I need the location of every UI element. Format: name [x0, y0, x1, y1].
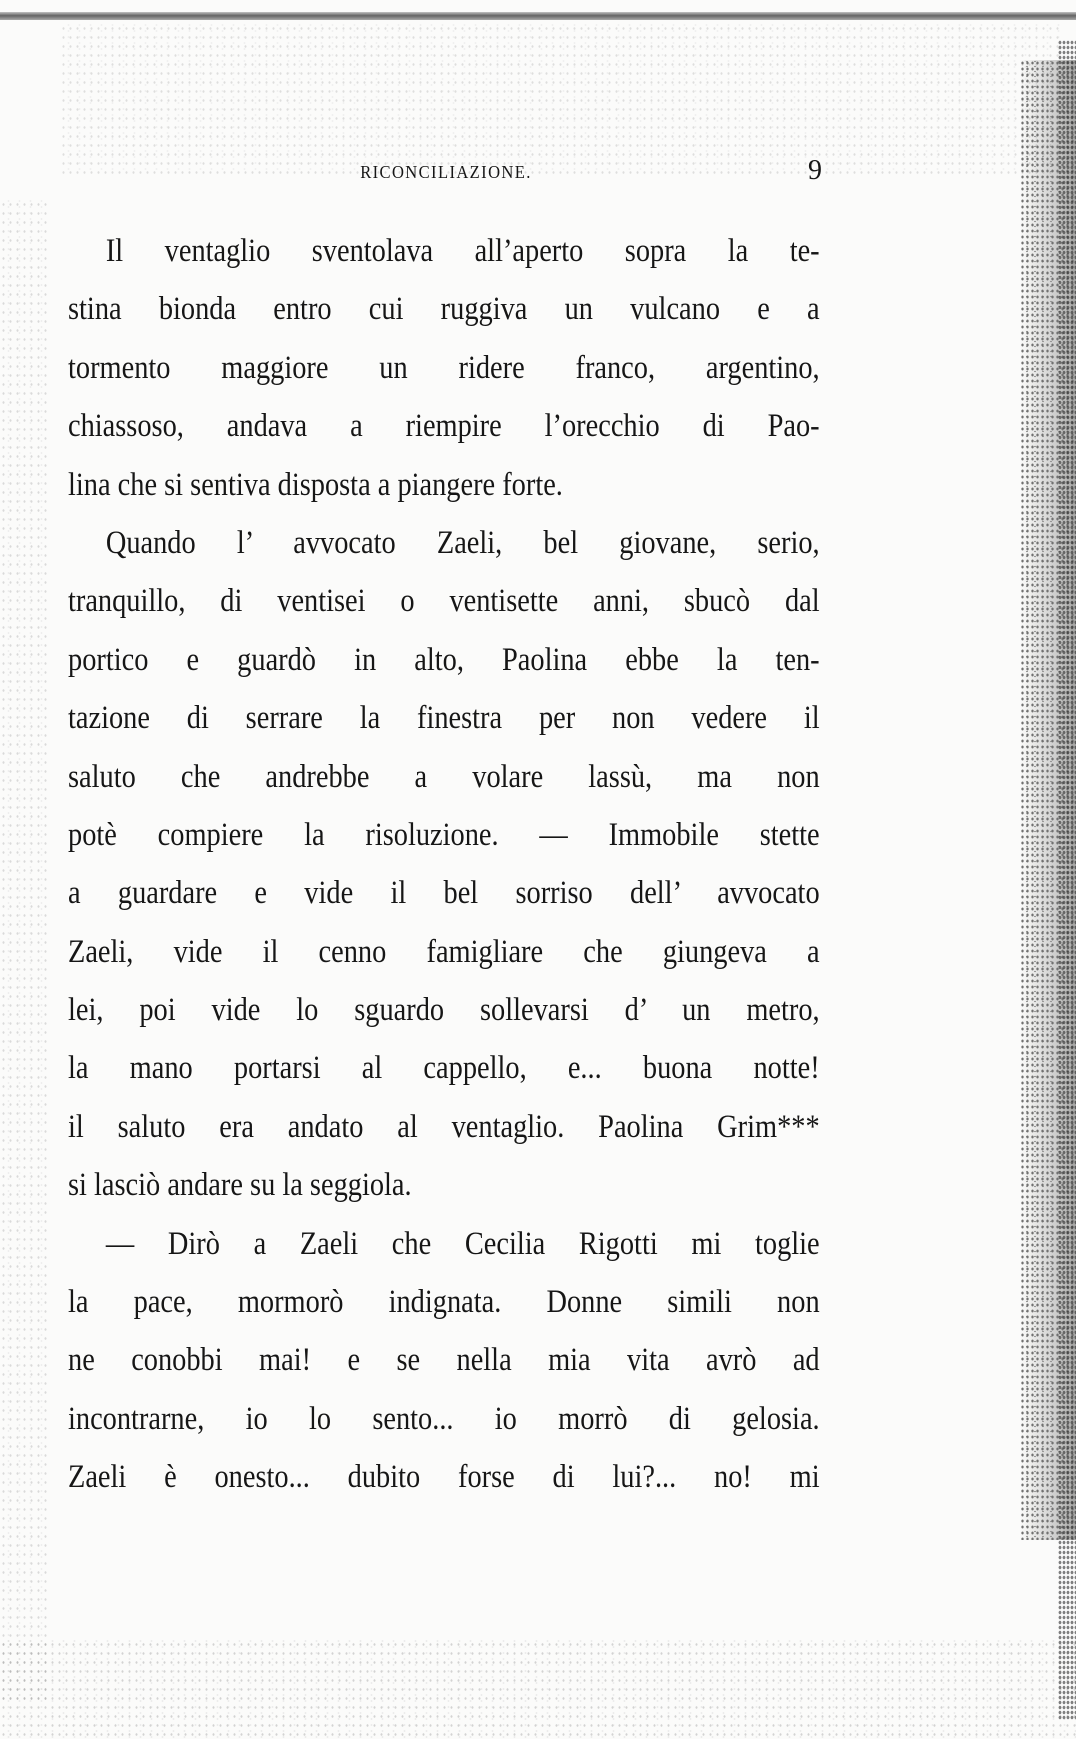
- paper-texture-bottom: [0, 1640, 1076, 1739]
- top-edge-shadow: [0, 12, 1076, 20]
- paper-texture-top: [60, 24, 1060, 174]
- text-line: potè compiere la risoluzione. — Immobile stette: [68, 816, 820, 853]
- text-line: — Dirò a Zaeli che Cecilia Rigotti mi toglie: [105, 1225, 820, 1262]
- text-line: si lasciò andare su la seggiola.: [68, 1167, 412, 1204]
- text-line: tranquillo, di ventisei o ventisette anni, sbucò dal: [68, 583, 820, 620]
- text-line: Quando l’ avvocato Zaeli, bel giovane, serio,: [105, 524, 820, 561]
- text-line: a guardare e vide il bel sorriso dell’ avvocato: [68, 875, 820, 912]
- paper-texture-left: [0, 200, 50, 1700]
- text-line: chiassoso, andava a riempire l’orecchio di Pao-: [68, 408, 820, 445]
- text-line: incontrarne, io lo sento... io morrò di gelosia.: [68, 1400, 820, 1437]
- page-edge-shadow: [1058, 40, 1076, 1720]
- text-line: ne conobbi mai! e se nella mia vita avrò ad: [68, 1342, 820, 1379]
- page-header: [70, 155, 822, 189]
- body-text: [68, 222, 820, 1507]
- text-line: lina che si sentiva disposta a piangere forte.: [68, 466, 563, 503]
- text-line: Zaeli, vide il cenno famigliare che giungeva a: [68, 933, 820, 970]
- text-line: stina bionda entro cui ruggiva un vulcano e a: [68, 291, 820, 328]
- paper-texture-right: [1020, 60, 1076, 1540]
- text-line: la pace, mormorò indignata. Donne simili non: [68, 1284, 820, 1321]
- text-line: Zaeli è onesto... dubito forse di lui?... no! mi: [68, 1459, 820, 1496]
- running-head: RICONCILIAZIONE.: [360, 162, 532, 182]
- text-line: tormento maggiore un ridere franco, argentino,: [68, 349, 820, 386]
- text-line: la mano portarsi al cappello, e... buona notte!: [68, 1050, 820, 1087]
- text-line: portico e guardò in alto, Paolina ebbe la ten-: [68, 641, 820, 678]
- text-line: il saluto era andato al ventaglio. Paolina Grim***: [68, 1108, 820, 1145]
- text-line: saluto che andrebbe a volare lassù, ma non: [68, 758, 820, 795]
- text-line: Il ventaglio sventolava all’aperto sopra la te-: [105, 233, 820, 269]
- text-line: lei, poi vide lo sguardo sollevarsi d’ un metro,: [68, 992, 820, 1029]
- text-line: tazione di serrare la finestra per non vedere il: [68, 700, 820, 737]
- page-number: 9: [808, 155, 822, 186]
